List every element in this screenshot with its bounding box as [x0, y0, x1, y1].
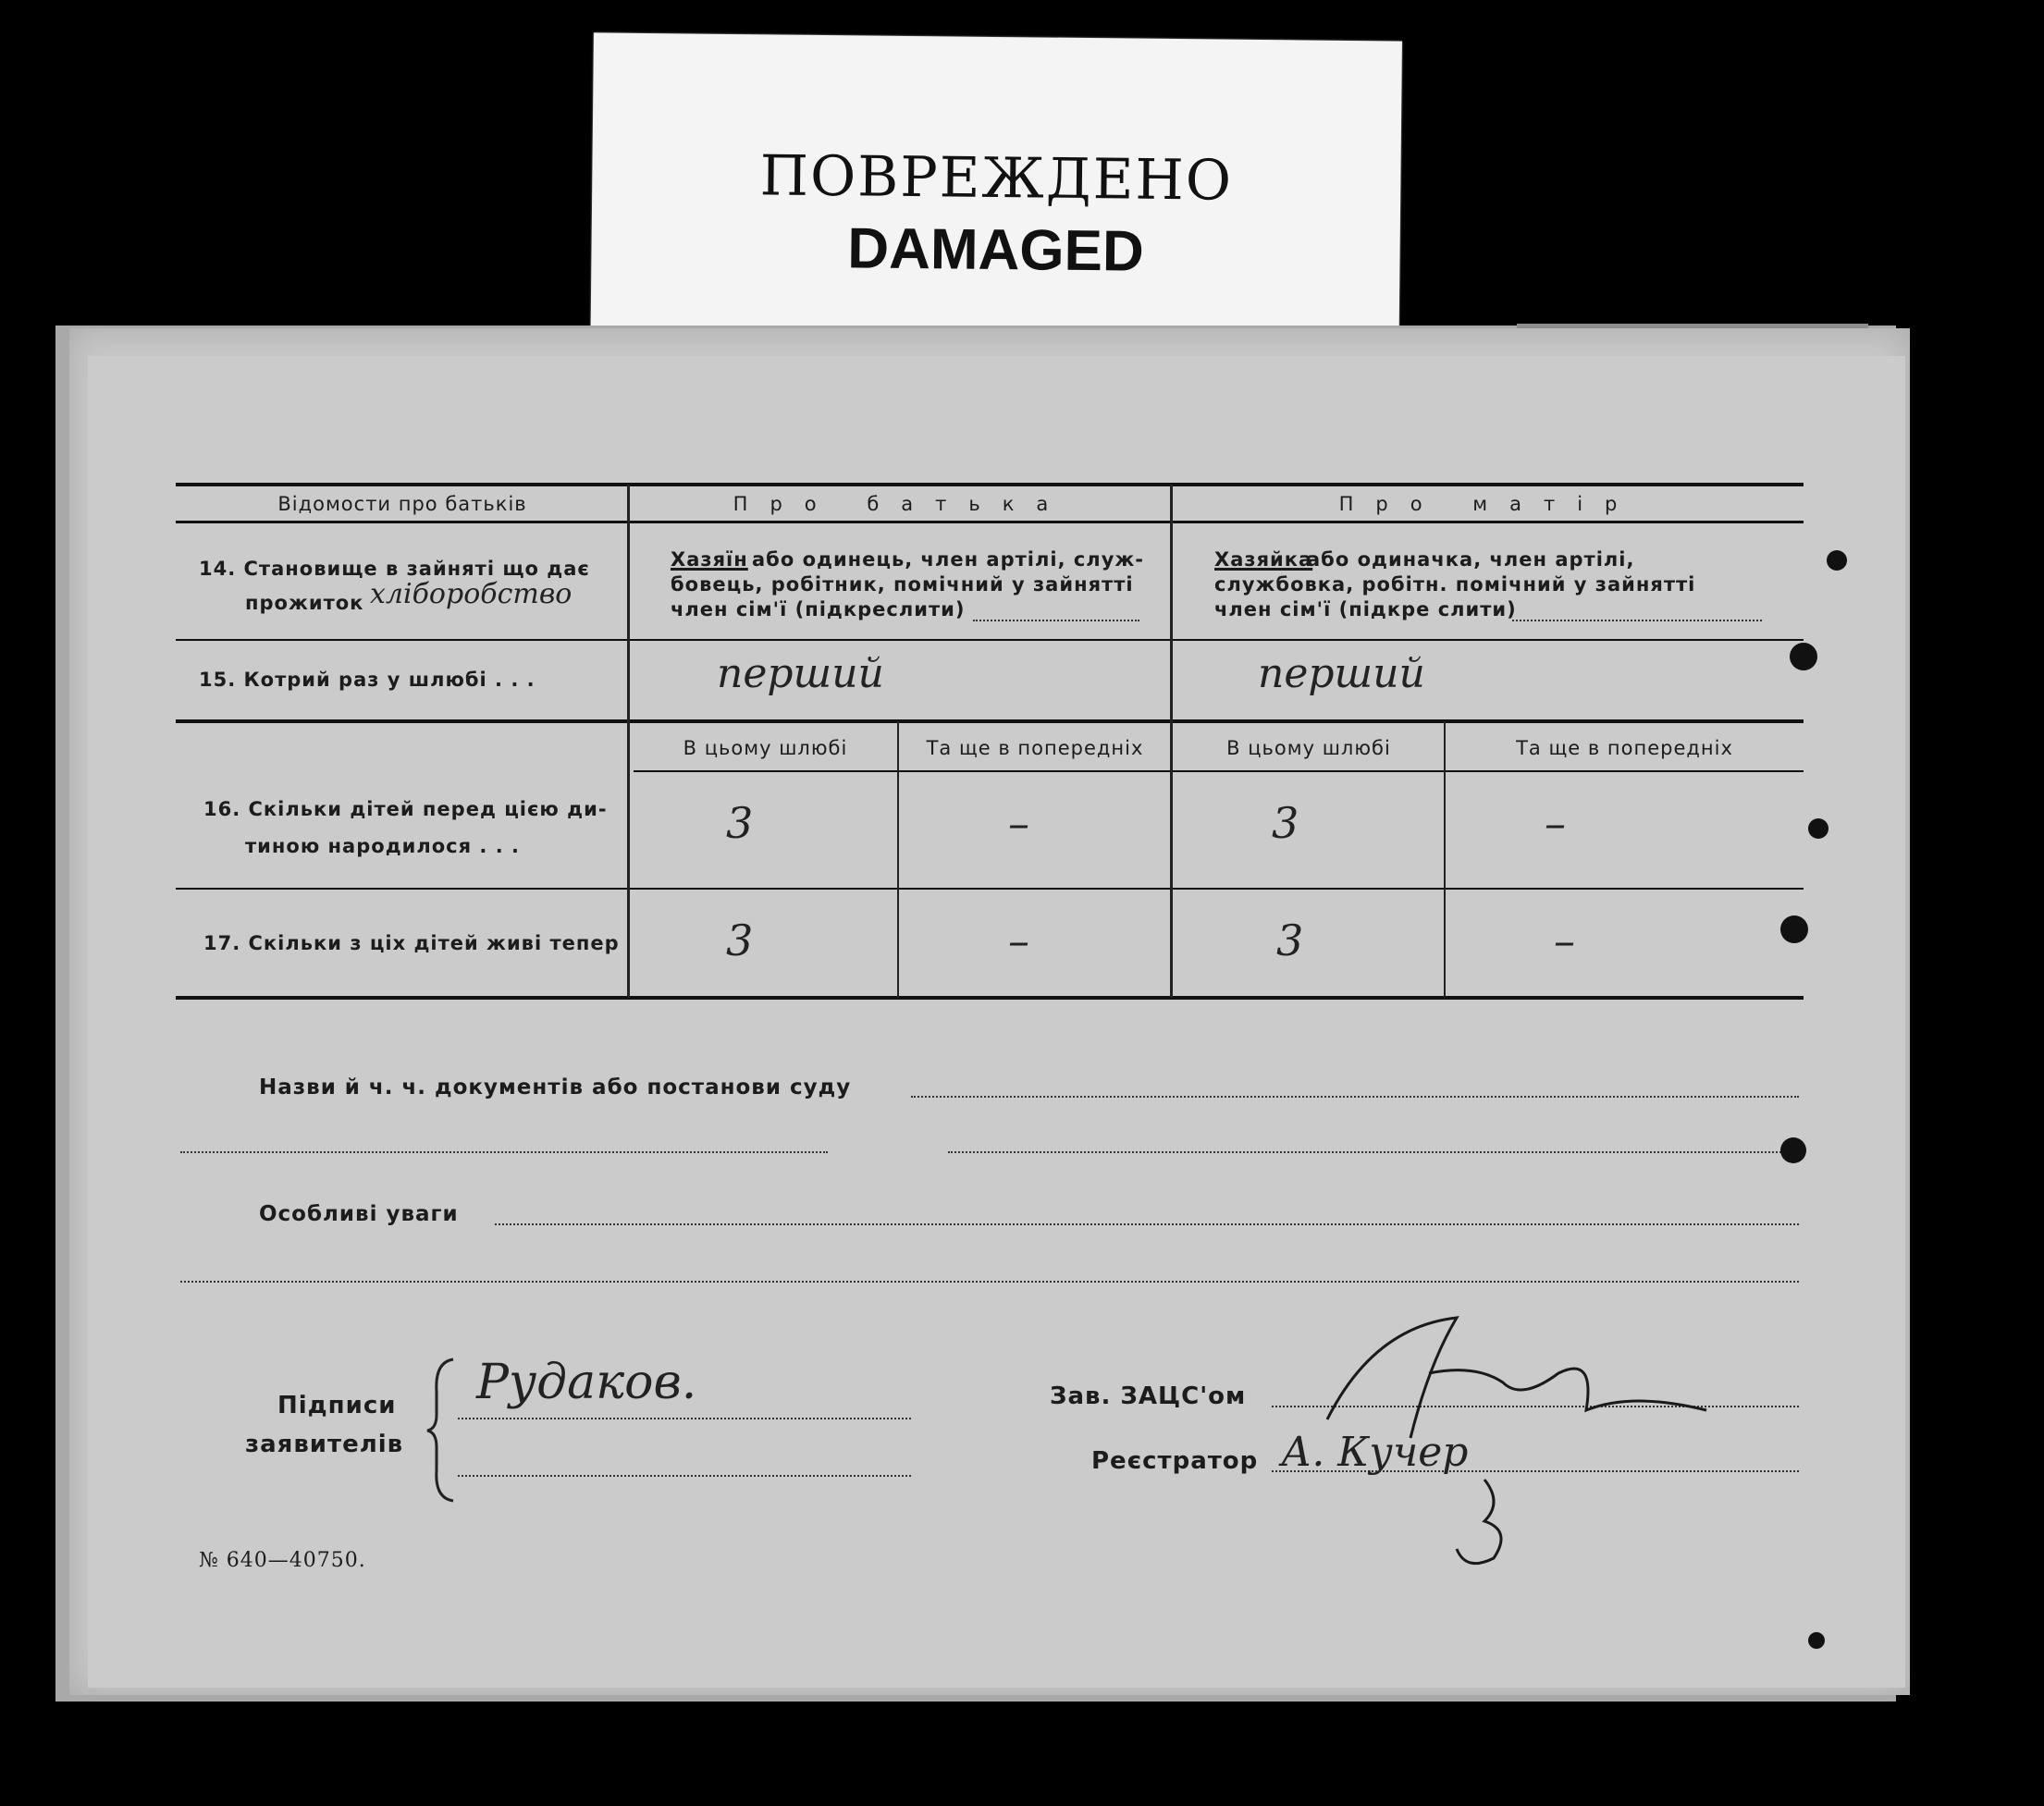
subheader-rule — [634, 770, 1804, 772]
row14-mother-line3: член сім'ї (підкре слити) — [1214, 598, 1517, 620]
subheader-mother-previous: Та ще в попередніх — [1516, 737, 1733, 759]
registration-form-sheet — [69, 328, 1910, 1695]
form-body — [88, 356, 1905, 1688]
row14-father-dotline — [973, 620, 1139, 621]
col-divider-2 — [1170, 485, 1173, 998]
row17-father-this: 3 — [726, 915, 754, 965]
applicants-label-line2: заявителів — [245, 1431, 404, 1458]
table-header-rule — [176, 521, 1804, 523]
row17-mother-previous: – — [1554, 915, 1575, 965]
row14-father-line3: член сім'ї (підкреслити) — [671, 598, 966, 620]
remarks-dotline — [495, 1223, 1799, 1225]
col-divider-father — [897, 721, 899, 998]
punch-hole — [1790, 643, 1817, 670]
row14-mother-line1: або одиначка, член артілі, — [1307, 548, 1635, 571]
row17-label: 17. Скільки з ціх дітей живі тепер — [203, 932, 620, 954]
row17-mother-this: 3 — [1276, 915, 1304, 965]
row16-label-line2: тиною народилося . . . — [245, 835, 520, 857]
applicant-dotline-1 — [458, 1418, 911, 1419]
row15-rule — [176, 719, 1804, 723]
row15-label: 15. Котрий раз у шлюбі . . . — [199, 669, 536, 691]
subheader-father-previous: Та ще в попередніх — [926, 737, 1144, 759]
subheader-father-this: В цьому шлюбі — [683, 737, 848, 759]
punch-hole — [1827, 550, 1847, 571]
header-father: Про батька — [733, 493, 1071, 515]
zags-head-signature — [1318, 1308, 1725, 1447]
row16-mother-previous: – — [1545, 798, 1566, 848]
applicant-signature: Рудаков. — [476, 1355, 697, 1410]
row14-father-underlined: Хазяїн — [671, 548, 748, 571]
applicants-label-line1: Підписи — [277, 1392, 397, 1419]
row17-father-previous: – — [1008, 915, 1029, 965]
row14-father-line1: або одинець, член артілі, служ- — [752, 548, 1144, 571]
damaged-label-ru: ПОВРЕЖДЕНО — [759, 143, 1234, 214]
documents-label: Назви й ч. ч. документів або постанови суду — [259, 1075, 852, 1100]
documents-dotline-2a — [180, 1151, 828, 1153]
punch-hole — [1808, 1632, 1825, 1649]
row14-label-line2: прожиток — [245, 592, 364, 614]
registrar-label: Реєстратор — [1091, 1447, 1259, 1475]
form-number: № 640—40750. — [199, 1549, 366, 1572]
row14-rule — [176, 639, 1804, 641]
row14-occupation-handwritten: хліборобство — [370, 578, 573, 610]
row15-father-handwritten: перший — [717, 650, 884, 697]
header-parents-info: Відомости про батьків — [277, 493, 527, 515]
zags-head-label: Зав. ЗАЦС'ом — [1050, 1382, 1247, 1410]
header-mother: Про матір — [1338, 493, 1640, 515]
row14-mother-line2: службовка, робітн. помічний у зайнятті — [1214, 573, 1696, 596]
row16-label-line1: 16. Скільки дітей перед цією ди- — [203, 798, 608, 820]
documents-dotline-2b — [948, 1151, 1799, 1153]
table-bottom-rule — [176, 996, 1804, 1000]
col-divider-mother — [1444, 721, 1446, 998]
subheader-mother-this: В цьому шлюбі — [1226, 737, 1391, 759]
punch-hole — [1780, 1137, 1806, 1163]
registrar-signature-flourish — [1429, 1475, 1540, 1577]
row14-mother-underlined: Хазяйка — [1214, 548, 1313, 571]
damaged-label-en: DAMAGED — [847, 216, 1145, 284]
punch-hole — [1780, 915, 1808, 943]
documents-dotline — [911, 1096, 1799, 1098]
row14-mother-dotline — [1512, 620, 1762, 621]
col-divider-1 — [627, 485, 630, 998]
applicants-brace — [425, 1355, 462, 1503]
remarks-label: Особливі уваги — [259, 1202, 459, 1226]
row14-label-line1: 14. Становище в зайняті що дає — [199, 558, 590, 580]
row16-mother-this: 3 — [1272, 798, 1299, 848]
remarks-dotline-2 — [180, 1281, 1799, 1283]
applicant-dotline-2 — [458, 1475, 911, 1477]
row16-rule — [176, 888, 1804, 890]
row16-father-this: 3 — [726, 798, 754, 848]
table-top-rule — [176, 483, 1804, 486]
row14-father-line2: бовець, робітник, помічний у зайнятті — [671, 573, 1134, 596]
registrar-signature: А. Кучер — [1281, 1429, 1469, 1476]
row15-mother-handwritten: перший — [1258, 650, 1425, 697]
row16-father-previous: – — [1008, 798, 1029, 848]
punch-hole — [1808, 818, 1829, 839]
